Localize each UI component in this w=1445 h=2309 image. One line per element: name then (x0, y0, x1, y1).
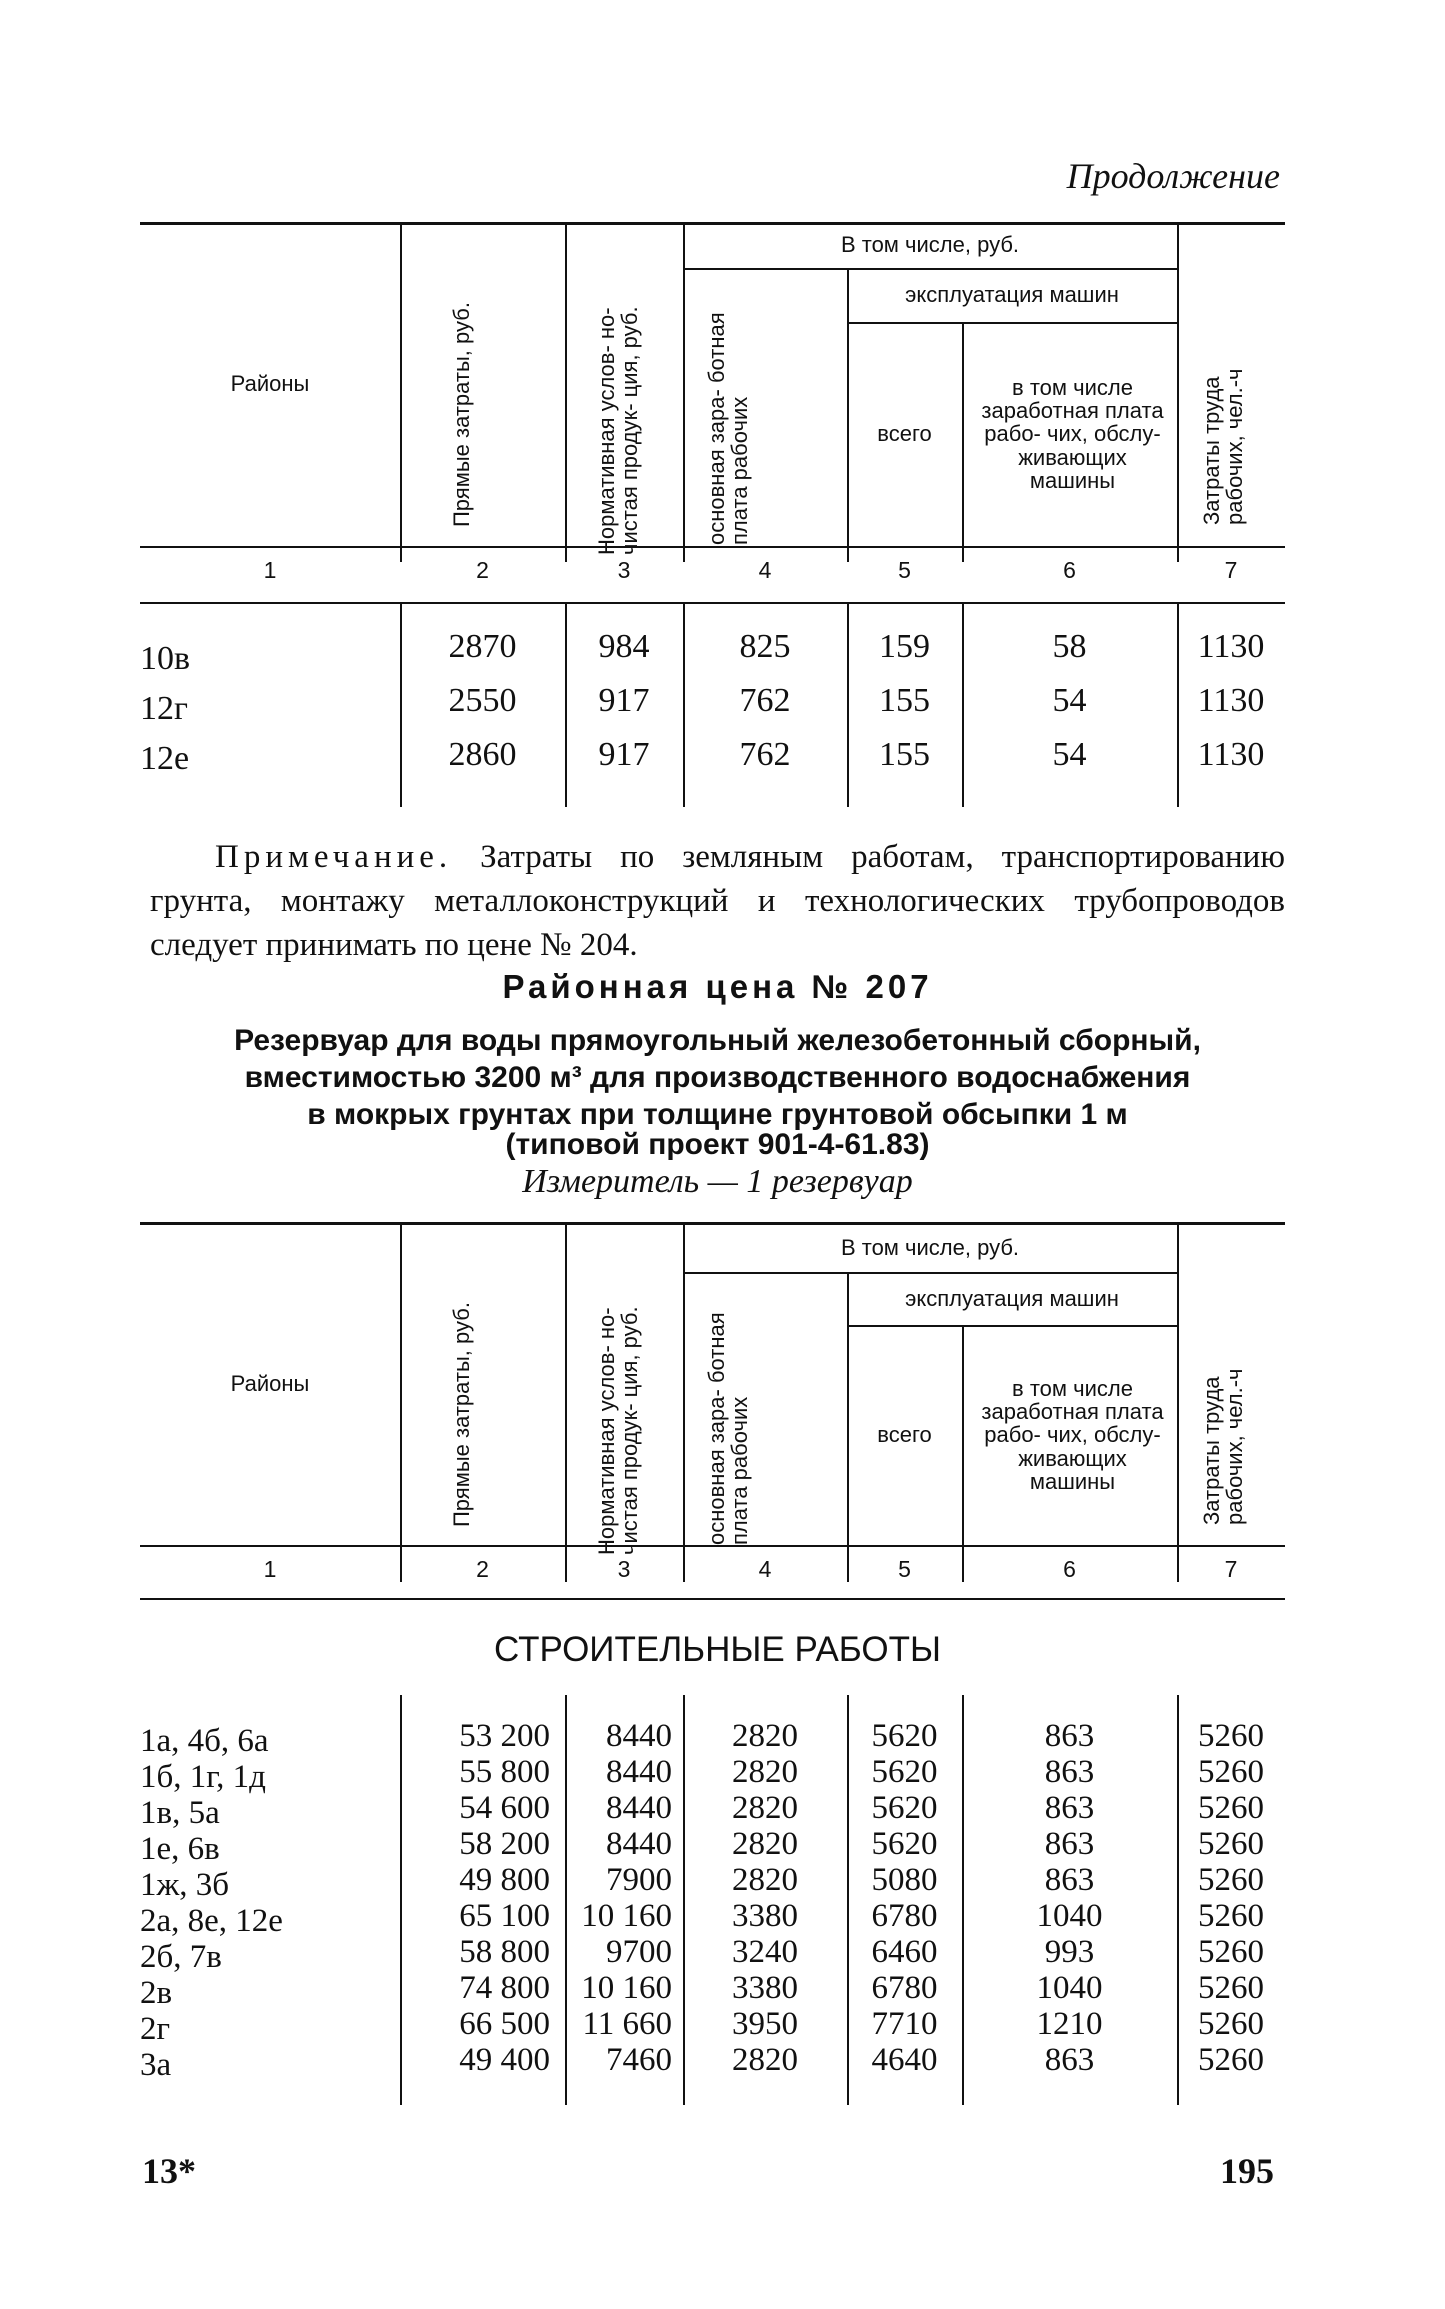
price-title-line: вместимостью 3200 м³ для производственного водоснабжения (244, 1061, 1191, 1094)
value-cell: 49 400 (459, 2042, 550, 2078)
value-cell: 6780 (871, 1898, 938, 1934)
value-cell: 5260 (1198, 1754, 1264, 1790)
value-cell: 5260 (1198, 2042, 1264, 2078)
col-number: 7 (1224, 557, 1238, 583)
value-cell: 54 (1052, 682, 1087, 719)
value-cell: 1130 (1197, 736, 1265, 773)
value-cell: 155 (879, 736, 930, 773)
region-cell: 1в, 5а (140, 1795, 220, 1831)
value-cell: 3380 (732, 1898, 798, 1934)
value-cell: 2550 (448, 682, 517, 719)
col-number: 6 (1063, 557, 1076, 583)
value-cell: 2820 (732, 1754, 798, 1790)
value-cell: 58 200 (459, 1826, 550, 1862)
header-regions: Районы (230, 1370, 310, 1396)
direct-costs-column (400, 1718, 550, 2078)
value-cell: 863 (1044, 1790, 1095, 1826)
region-cell: 1ж, 3б (140, 1867, 230, 1903)
header-machine-operation: эксплуатация машин (905, 282, 1119, 308)
machine-total-column (847, 1718, 962, 2078)
col-number: 7 (1224, 1556, 1238, 1582)
col-number: 6 (1063, 1556, 1076, 1582)
header-total: всего (877, 1422, 932, 1448)
value-cell: 917 (598, 682, 650, 719)
value-cell: 54 600 (459, 1790, 550, 1826)
value-cell: 863 (1044, 2042, 1095, 2078)
col-number: 4 (758, 1556, 772, 1582)
header-normative-product: Нормативная услов- но-чистая продук- ция, руб. (594, 1306, 643, 1555)
value-cell: 2820 (732, 1826, 798, 1862)
value-cell: 74 800 (459, 1970, 550, 2006)
value-cell: 984 (598, 628, 650, 665)
value-cell: 5260 (1198, 1862, 1264, 1898)
section-title: СТРОИТЕЛЬНЫЕ РАБОТЫ (494, 1630, 941, 1669)
value-cell: 5260 (1198, 1898, 1264, 1934)
normative-product-column (567, 1718, 672, 2078)
col-number: 3 (617, 1556, 631, 1582)
header-regions: Районы (230, 371, 310, 397)
value-cell: 762 (739, 682, 791, 719)
region-cell: 3а (140, 2047, 172, 2083)
col-number: 5 (898, 557, 911, 583)
value-cell: 762 (739, 736, 791, 773)
header-direct-costs: Прямые затраты, руб. (449, 302, 474, 527)
value-cell: 8440 (606, 1754, 672, 1790)
region-cell: 2а, 8е, 12е (140, 1903, 283, 1939)
value-cell: 863 (1044, 1718, 1095, 1754)
value-cell: 5260 (1198, 1970, 1264, 2006)
col-number: 1 (263, 557, 277, 583)
col-number: 2 (476, 1556, 489, 1582)
header-total: всего (877, 421, 932, 447)
region-cell: 1а, 4б, 6а (140, 1723, 269, 1759)
value-cell: 10 160 (581, 1898, 672, 1934)
value-cell: 5260 (1198, 1826, 1264, 1862)
value-cell: 159 (879, 628, 930, 665)
base-wage-column (683, 1718, 847, 2078)
continuation-label: Продолжение (1066, 156, 1280, 196)
value-cell: 8440 (606, 1826, 672, 1862)
region-cell: 1е, 6в (140, 1831, 220, 1867)
labor-column (1177, 1718, 1285, 2078)
value-cell: 55 800 (459, 1754, 550, 1790)
region-cell: 12е (140, 740, 190, 777)
price-heading: Районная цена № 207 (502, 968, 933, 1005)
value-cell: 65 100 (459, 1898, 550, 1934)
value-cell: 825 (739, 628, 791, 665)
col-number: 3 (617, 557, 631, 583)
value-cell: 2820 (732, 1790, 798, 1826)
header-incl-wage: в том числе заработная плата рабо- чих, обслу- живающих машины (981, 375, 1164, 493)
value-cell: 993 (1044, 1934, 1095, 1970)
value-cell: 863 (1044, 1754, 1095, 1790)
header-incl-wage: в том числе заработная плата рабо- чих, обслу- живающих машины (981, 1376, 1164, 1494)
value-cell: 58 (1052, 628, 1087, 665)
region-cell: 2б, 7в (140, 1939, 222, 1975)
value-cell: 2820 (732, 1862, 798, 1898)
footer-signature: 13* (142, 2151, 196, 2191)
col-number: 5 (898, 1556, 911, 1582)
value-cell: 10 160 (581, 1970, 672, 2006)
value-cell: 1040 (1036, 1970, 1103, 2006)
value-cell: 8440 (606, 1790, 672, 1826)
region-cell: 2в (140, 1975, 173, 2011)
value-cell: 7900 (606, 1862, 672, 1898)
value-cell: 5260 (1198, 1934, 1264, 1970)
note (150, 835, 1285, 967)
value-cell: 3240 (732, 1934, 798, 1970)
value-cell: 6780 (871, 1970, 938, 2006)
value-cell: 53 200 (459, 1718, 550, 1754)
value-cell: 1210 (1036, 2006, 1103, 2042)
value-cell: 7460 (606, 2042, 672, 2078)
regions-column (140, 1723, 395, 2083)
region-cell: 10в (140, 640, 191, 677)
value-cell: 66 500 (459, 2006, 550, 2042)
value-cell: 863 (1044, 1826, 1095, 1862)
value-cell: 5080 (871, 1862, 938, 1898)
value-cell: 5260 (1198, 2006, 1264, 2042)
header-labor: Затраты труда рабочих, чел.-ч (1199, 368, 1248, 525)
header-machine-operation: эксплуатация машин (905, 1286, 1119, 1312)
value-cell: 1040 (1036, 1898, 1103, 1934)
page-number: 195 (1220, 2151, 1274, 2191)
header-direct-costs: Прямые затраты, руб. (449, 1302, 474, 1527)
header-including: В том числе, руб. (840, 1235, 1020, 1261)
header-including: В том числе, руб. (840, 232, 1020, 258)
note-text: Затраты по земляным работам, транспортированию грунта, монтажу металлоконструкций и технологических трубопроводов следует принимать по цене № 204. (150, 839, 1285, 963)
value-cell: 9700 (606, 1934, 672, 1970)
value-cell: 6460 (871, 1934, 938, 1970)
header-base-wage: основная зара- ботная плата рабочих (704, 312, 753, 545)
value-cell: 2860 (448, 736, 517, 773)
value-cell: 2820 (732, 1718, 798, 1754)
value-cell: 2870 (448, 628, 517, 665)
value-cell: 155 (879, 682, 930, 719)
region-cell: 2г (140, 2011, 171, 2047)
col-number: 2 (476, 557, 489, 583)
price-title-line: Резервуар для воды прямоугольный железобетонный сборный, (234, 1024, 1201, 1057)
col-number: 4 (758, 557, 772, 583)
value-cell: 7710 (871, 2006, 938, 2042)
value-cell: 4640 (871, 2042, 938, 2078)
value-cell: 1130 (1197, 628, 1265, 665)
price-title-line: (типовой проект 901-4-61.83) (505, 1128, 930, 1161)
value-cell: 5260 (1198, 1718, 1264, 1754)
value-cell: 1130 (1197, 682, 1265, 719)
value-cell: 5620 (871, 1790, 938, 1826)
col-number: 1 (263, 1556, 277, 1582)
region-cell: 1б, 1г, 1д (140, 1759, 266, 1795)
value-cell: 3380 (732, 1970, 798, 2006)
value-cell: 5620 (871, 1826, 938, 1862)
value-cell: 5620 (871, 1754, 938, 1790)
machine-wage-column (962, 1718, 1177, 2078)
price-title-line: в мокрых грунтах при толщине грунтовой обсыпки 1 м (307, 1098, 1128, 1131)
header-base-wage: основная зара- ботная плата рабочих (704, 1312, 753, 1545)
value-cell: 5620 (871, 1718, 938, 1754)
value-cell: 49 800 (459, 1862, 550, 1898)
header-normative-product: Нормативная услов- но-чистая продук- ция, руб. (594, 306, 643, 555)
value-cell: 5260 (1198, 1790, 1264, 1826)
header-labor: Затраты труда рабочих, чел.-ч (1199, 1368, 1248, 1525)
value-cell: 11 660 (582, 2006, 672, 2042)
region-cell: 12г (140, 690, 188, 727)
value-cell: 2820 (732, 2042, 798, 2078)
value-cell: 863 (1044, 1862, 1095, 1898)
value-cell: 58 800 (459, 1934, 550, 1970)
note-label: Примечание. (215, 839, 453, 875)
value-cell: 917 (598, 736, 650, 773)
unit-label: Измеритель — 1 резервуар (522, 1163, 913, 1200)
value-cell: 8440 (606, 1718, 672, 1754)
value-cell: 54 (1052, 736, 1087, 773)
value-cell: 3950 (732, 2006, 798, 2042)
